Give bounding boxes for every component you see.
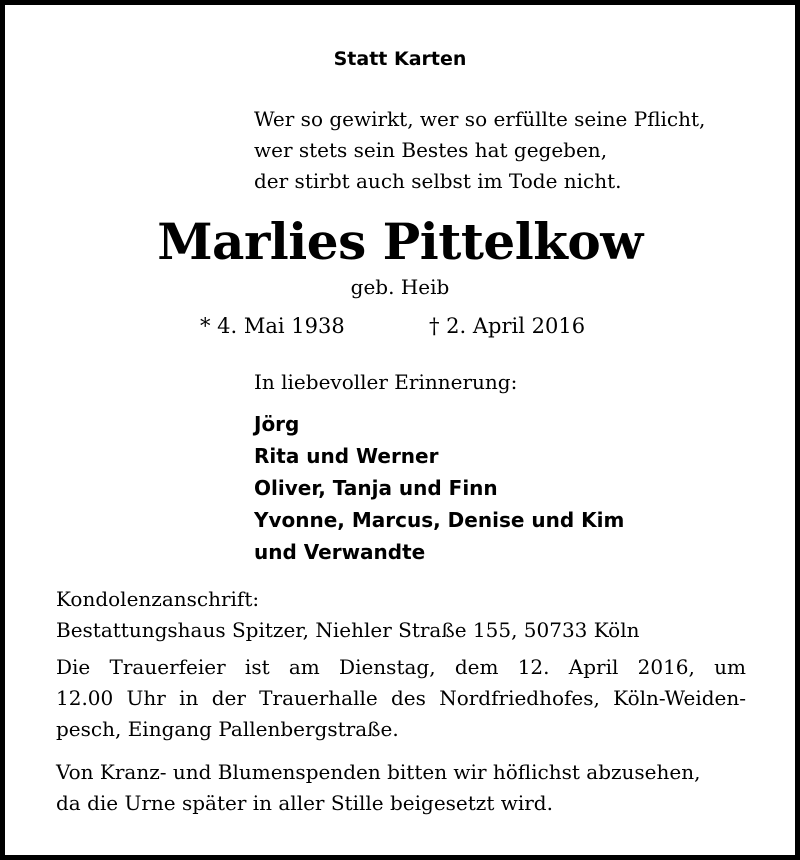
poem-line: Wer so gewirkt, wer so erfüllte seine Pflicht, xyxy=(254,107,706,131)
birth-date: * 4. Mai 1938 xyxy=(200,314,345,338)
notice-header: Statt Karten xyxy=(333,48,467,70)
death-date: † 2. April 2016 xyxy=(429,314,586,338)
flowers-line: da die Urne später in aller Stille beigesetzt wird. xyxy=(56,791,553,815)
remembrance-line: In liebevoller Erinnerung: xyxy=(254,370,518,394)
ceremony-info xyxy=(56,652,746,745)
condolence-address xyxy=(56,584,640,646)
family-member: Jörg xyxy=(254,412,300,436)
family-member: Yvonne, Marcus, Denise und Kim xyxy=(254,508,625,532)
ceremony-line: Die Trauerfeier ist am Dienstag, dem 12. April 2016, um xyxy=(56,655,746,679)
deceased-name: Marlies Pittelkow xyxy=(157,212,643,271)
ceremony-line: pesch, Eingang Pallenbergstraße. xyxy=(56,717,399,741)
poem-line: der stirbt auch selbst im Tode nicht. xyxy=(254,169,622,193)
condolence-text: Bestattungshaus Spitzer, Niehler Straße 155, 50733 Köln xyxy=(56,618,640,642)
flowers-line: Von Kranz- und Blumenspenden bitten wir höflichst abzusehen, xyxy=(56,760,701,784)
condolence-label: Kondolenzanschrift: xyxy=(56,587,260,611)
poem xyxy=(254,104,705,197)
birth-name: geb. Heib xyxy=(350,275,450,299)
family-member: Rita und Werner xyxy=(254,444,439,468)
poem-line: wer stets sein Bestes hat gegeben, xyxy=(254,138,608,162)
ceremony-line: 12.00 Uhr in der Trauerhalle des Nordfriedhofes, Köln-Weiden- xyxy=(56,686,746,710)
family-list xyxy=(254,408,624,568)
family-member: Oliver, Tanja und Finn xyxy=(254,476,498,500)
flowers-note xyxy=(56,757,700,819)
family-member: und Verwandte xyxy=(254,540,426,564)
